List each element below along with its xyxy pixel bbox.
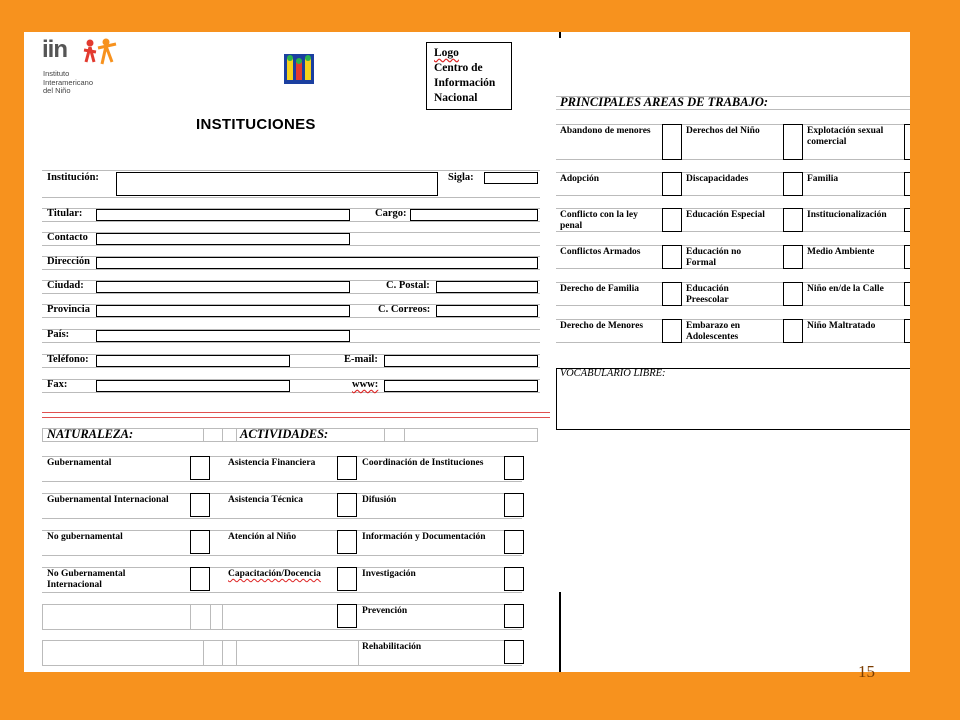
actividad2-item-3: Información y Documentación (362, 532, 486, 542)
logo-placeholder-box: Logo Centro de Información Nacional (426, 42, 512, 110)
contacto-input[interactable] (96, 233, 350, 245)
area-c3-4: Medio Ambiente (807, 247, 875, 257)
area-c2-checkbox-6[interactable] (783, 319, 803, 343)
row5-sep-3 (222, 604, 223, 630)
c-postal-input[interactable] (436, 281, 538, 293)
actividad2-item-4: Investigación (362, 569, 416, 579)
naturaleza-checkbox-2[interactable] (190, 493, 210, 517)
header-sep-3 (236, 428, 237, 442)
prevencion-left-checkbox[interactable] (337, 604, 357, 628)
actividad2-item-6: Rehabilitación (362, 642, 422, 652)
row5-sep-2 (210, 604, 211, 630)
naturaleza-item-2: Gubernamental Internacional (47, 495, 169, 505)
titular-input[interactable] (96, 209, 350, 221)
row6-sep-2 (222, 640, 223, 666)
actividades-header: ACTIVIDADES: (240, 427, 329, 441)
c-correos-input[interactable] (436, 305, 538, 317)
naturaleza-item-4: No Gubernamental Internacional (47, 569, 126, 590)
area-c1-5: Derecho de Familia (560, 284, 639, 294)
area-c3-3: Institucionalización (807, 210, 887, 220)
area-c2-4: Educación no Formal (686, 247, 742, 268)
cargo-label: Cargo: (375, 208, 407, 219)
actividad-item-3: Atención al Niño (228, 532, 297, 542)
form-page (24, 32, 910, 672)
actividad2-checkbox-4[interactable] (504, 567, 524, 591)
pais-input[interactable] (96, 330, 350, 342)
row5-sep-1 (190, 604, 191, 630)
naturaleza-item-3: No gubernamental (47, 532, 123, 542)
area-c3-checkbox-6[interactable] (904, 319, 910, 343)
cargo-input[interactable] (410, 209, 538, 221)
area-c2-2: Discapacidades (686, 174, 749, 184)
actividad-checkbox-4[interactable] (337, 567, 357, 591)
area-c2-6: Embarazo en Adolescentes (686, 321, 741, 342)
ciudad-label: Ciudad: (47, 280, 84, 291)
area-c1-2: Adopción (560, 174, 600, 184)
slide-number: 15 (858, 662, 875, 681)
actividad2-checkbox-3[interactable] (504, 530, 524, 554)
iin-caption: Instituto Interamericano del Niño (43, 69, 94, 95)
nat-row-5 (42, 604, 522, 630)
titular-label: Titular: (47, 208, 83, 219)
row6-sep-1 (203, 640, 204, 666)
c-correos-label: C. Correos: (378, 304, 431, 315)
www-input[interactable] (384, 380, 538, 392)
iin-logo-wordmark: iin (42, 36, 67, 63)
naturaleza-checkbox-4[interactable] (190, 567, 210, 591)
nat-row-6 (42, 640, 522, 666)
actividad-checkbox-2[interactable] (337, 493, 357, 517)
area-c2-1: Derechos del Niño (686, 126, 760, 136)
naturaleza-item-1: Gubernamental (47, 458, 112, 468)
telefono-input[interactable] (96, 355, 290, 367)
area-c3-5: Niño en/de la Calle (807, 284, 884, 294)
children-figures-icon (82, 38, 118, 68)
page-divider-bottom (559, 592, 561, 672)
institucion-label: Institución: (47, 172, 99, 183)
fax-label: Fax: (47, 379, 68, 390)
area-c3-checkbox-5[interactable] (904, 282, 910, 306)
ciudad-input[interactable] (96, 281, 350, 293)
www-label: www: (352, 379, 379, 390)
area-c1-1: Abandono de menores (560, 126, 651, 136)
provincia-input[interactable] (96, 305, 350, 317)
naturaleza-checkbox-3[interactable] (190, 530, 210, 554)
area-c2-checkbox-1[interactable] (783, 124, 803, 160)
actividad-checkbox-3[interactable] (337, 530, 357, 554)
area-c2-checkbox-4[interactable] (783, 245, 803, 269)
vocabulario-libre-label: VOCABULARIO LIBRE: (560, 368, 666, 379)
actividad2-checkbox-6[interactable] (504, 640, 524, 664)
area-c2-checkbox-3[interactable] (783, 208, 803, 232)
c-postal-label: C. Postal: (386, 280, 430, 291)
area-c3-6: Niño Maltratado (807, 321, 876, 331)
naturaleza-checkbox-1[interactable] (190, 456, 210, 480)
fax-input[interactable] (96, 380, 290, 392)
actividad2-item-2: Difusión (362, 495, 397, 505)
form-title: INSTITUCIONES (196, 116, 316, 133)
area-c2-checkbox-5[interactable] (783, 282, 803, 306)
area-c1-4: Conflictos Armados (560, 247, 641, 257)
area-c3-checkbox-2[interactable] (904, 172, 910, 196)
area-c3-checkbox-1[interactable] (904, 124, 910, 160)
area-c1-checkbox-3[interactable] (662, 208, 682, 232)
area-c3-checkbox-4[interactable] (904, 245, 910, 269)
area-c1-checkbox-4[interactable] (662, 245, 682, 269)
actividad2-item-1: Coordinación de Instituciones (362, 458, 484, 468)
header-sep-2 (222, 428, 223, 442)
header-sep-1 (203, 428, 204, 442)
area-c1-checkbox-6[interactable] (662, 319, 682, 343)
row6-sep-4 (358, 640, 359, 666)
area-c1-3: Conflicto con la ley penal (560, 210, 638, 231)
area-c2-5: Educación Preescolar (686, 284, 729, 305)
sigla-label: Sigla: (448, 172, 474, 183)
row6-sep-3 (236, 640, 237, 666)
page-divider-top (559, 32, 561, 38)
sigla-input[interactable] (484, 172, 538, 184)
actividad-item-1: Asistencia Financiera (228, 458, 316, 468)
email-input[interactable] (384, 355, 538, 367)
header-sep-4 (384, 428, 385, 442)
actividad-checkbox-1[interactable] (337, 456, 357, 480)
area-c3-1: Explotación sexual comercial (807, 126, 884, 147)
actividad2-item-5: Prevención (362, 606, 408, 616)
email-label: E-mail: (344, 354, 378, 365)
area-c1-checkbox-5[interactable] (662, 282, 682, 306)
area-c3-checkbox-3[interactable] (904, 208, 910, 232)
actividad2-checkbox-5[interactable] (504, 604, 524, 628)
actividad-item-4: Capacitación/Docencia (228, 569, 321, 579)
area-c2-3: Educación Especial (686, 210, 765, 220)
pais-label: País: (47, 329, 70, 340)
institucion-input[interactable] (116, 172, 438, 196)
area-c1-checkbox-2[interactable] (662, 172, 682, 196)
header-sep-5 (404, 428, 405, 442)
area-c1-6: Derecho de Menores (560, 321, 644, 331)
actividad-item-2: Asistencia Técnica (228, 495, 304, 505)
section-separator (42, 412, 550, 418)
area-c1-checkbox-1[interactable] (662, 124, 682, 160)
provincia-label: Provincia (47, 304, 90, 315)
areas-header: PRINCIPALES AREAS DE TRABAJO: (560, 95, 769, 109)
family-icon (284, 54, 314, 84)
area-c3-2: Familia (807, 174, 839, 184)
actividad2-checkbox-1[interactable] (504, 456, 524, 480)
direccion-label: Dirección (47, 256, 90, 267)
naturaleza-header: NATURALEZA: (47, 427, 134, 441)
direccion-input[interactable] (96, 257, 538, 269)
iin-logo (42, 38, 132, 100)
area-c2-checkbox-2[interactable] (783, 172, 803, 196)
actividad2-checkbox-2[interactable] (504, 493, 524, 517)
contacto-label: Contacto (47, 232, 88, 243)
telefono-label: Teléfono: (47, 354, 89, 365)
